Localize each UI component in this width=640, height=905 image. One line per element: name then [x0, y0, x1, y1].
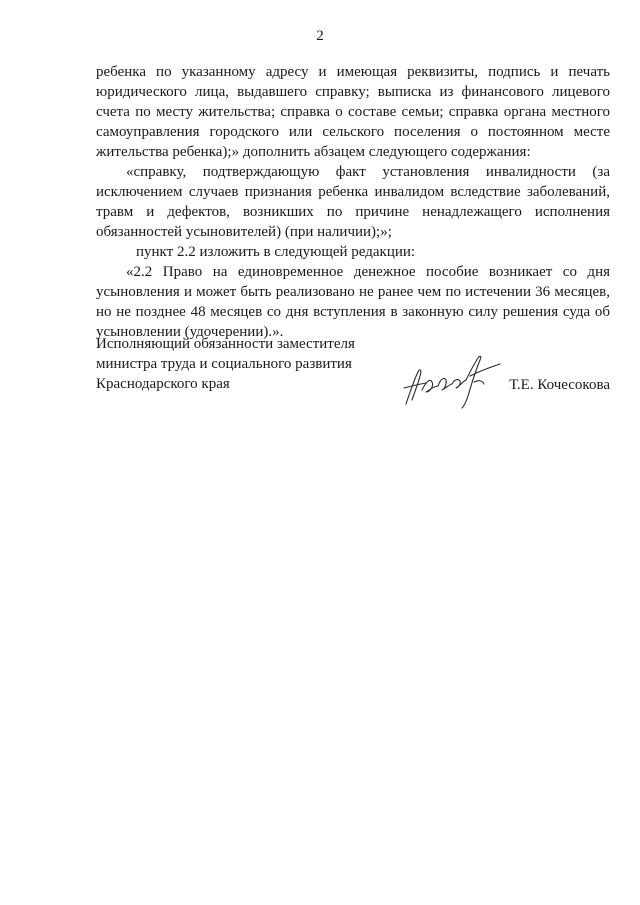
- body-paragraph: ребенка по указанному адресу и имеющая реквизиты, подпись и печать юридического лица, выдавшего справку; выписка из финансового лицевого счета по месту жительства; справка о составе семьи; справка органа местного самоуправления городского или сельского поселения о постоянном месте жительства ребенка);» дополнить абзацем следующего содержания:: [96, 64, 610, 160]
- body-paragraph: «2.2 Право на единовременное денежное пособие возникает со дня усыновления и может быть реализовано не ранее чем по истечении 36 месяцев, но не позднее 48 месяцев со дня вступления в законную силу решения суда об усыновлении (удочерении).».: [96, 264, 610, 340]
- signer-position: [96, 334, 386, 394]
- document-body: [96, 62, 610, 342]
- signature-block: [96, 334, 610, 414]
- page-number: 2: [316, 28, 324, 44]
- signer-name: Т.Е. Кочесокова: [509, 377, 610, 393]
- signer-position-line: Исполняющий обязанности заместителя: [96, 336, 355, 352]
- body-paragraph: «справку, подтверждающую факт установления инвалидности (за исключением случаев признания ребенка инвалидом вследствие заболеваний, травм и дефектов, возникших по причине ненадлежащего исполнения обязанностей усыновителей) (при наличии);»;: [96, 164, 610, 240]
- body-paragraph: пункт 2.2 изложить в следующей редакции:: [136, 244, 416, 260]
- signer-position-line: Краснодарского края: [96, 376, 230, 392]
- handwritten-signature: [396, 346, 506, 410]
- signer-position-line: министра труда и социального развития: [96, 356, 352, 372]
